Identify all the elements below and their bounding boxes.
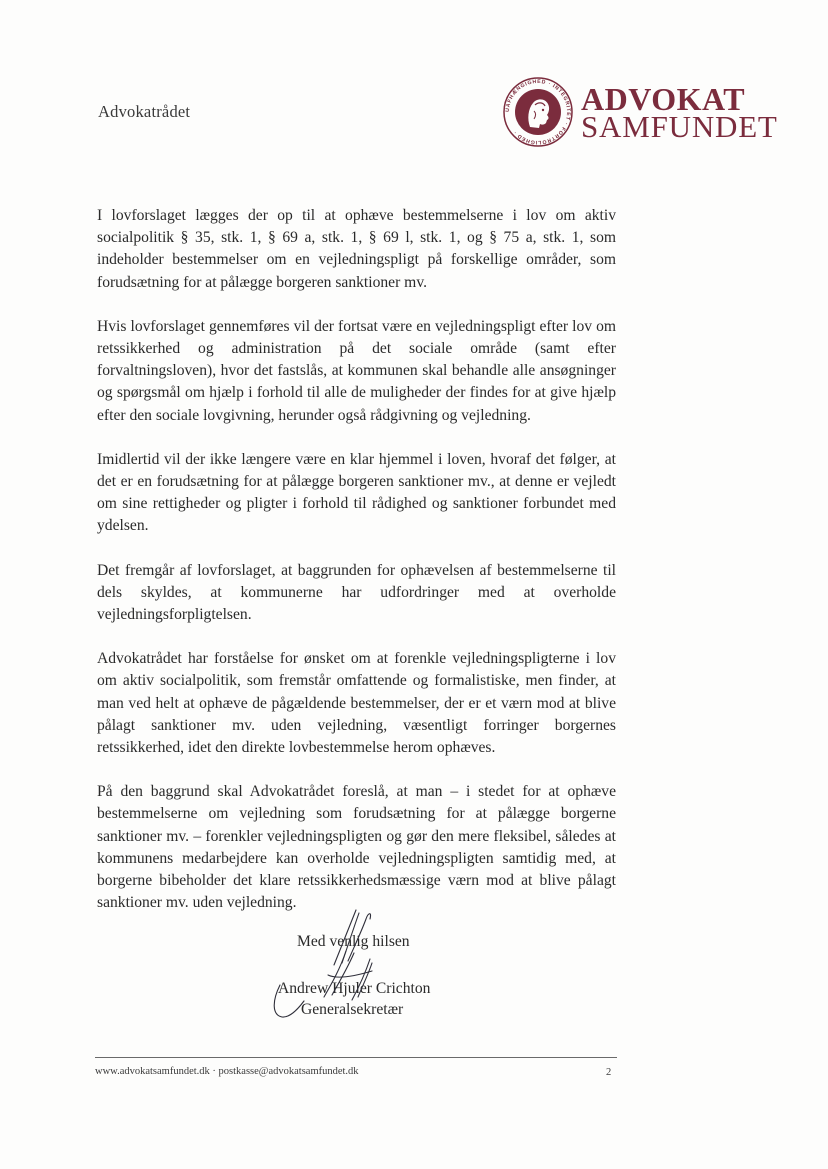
- paragraph: På den baggrund skal Advokatrådet foreslå, at man – i stedet for at ophæve bestemmelserne om vejledning som forudsætning for at pålægge borgerne sanktioner mv. – forenkler vejledningspligten og gør den mere fleksibel, således at kommunens medarbejdere kan overholde vejledningspligten samtidig med, at borgerne bibeholder det klare retssikkerhedsmæssige værn mod at blive pålagt sanktioner mv. uden vejledning.: [97, 783, 616, 912]
- letter-body: [97, 205, 616, 936]
- header-organization: Advokatrådet: [98, 102, 191, 121]
- paragraph: Det fremgår af lovforslaget, at baggrunden for ophævelsen af bestemmelserne til dels skyldes, at kommunerne har udfordringer med at overholde vejledningsforpligtelsen.: [97, 561, 616, 624]
- signatory-name: Andrew Hjuler Crichton: [278, 980, 431, 997]
- page-number: 2: [606, 1067, 612, 1078]
- paragraph: Imidlertid vil der ikke længere være en klar hjemmel i loven, hvoraf det følger, at det er en forudsætning for at pålægge borgeren sanktioner mv., at denne er vejledt om sine rettigheder og pligter i forhold til rådighed og sanktioner forbundet med ydelsen.: [97, 450, 616, 535]
- paragraph: Advokatrådet har forståelse for ønsket om at forenkle vejledningspligterne i lov om aktiv socialpolitik, som fremstår omfattende og formalistiske, men finder, at man ved helt at ophæve de pågældende bestemmelser, der er et værn mod at blive pålagt sanktioner mv. uden vejledning, væsentligt forringer borgernes retssikkerhed, idet den direkte lovbestemmelse herom ophæves.: [97, 650, 616, 757]
- paragraph: Hvis lovforslaget gennemføres vil der fortsat være en vejledningspligt efter lov om retssikkerhed og administration på det sociale område (samt efter forvaltningsloven), hvor det fastslås, at kommunen skal behandle alle ansøgninger og spørgsmål om hjælp i forhold til alle de muligheder der findes for at give hjælp efter den sociale lovgivning, herunder også rådgivning og vejledning.: [97, 317, 616, 424]
- seal-icon: [500, 75, 580, 150]
- advokatsamfundet-logo: [500, 75, 778, 150]
- signatory-title: Generalsekretær: [301, 1001, 404, 1018]
- closing-greeting: Med venlig hilsen: [297, 933, 410, 950]
- logo-line-1: ADVOKAT: [581, 81, 746, 117]
- footer-divider: [95, 1057, 617, 1058]
- logo-line-2: SAMFUNDET: [581, 109, 778, 144]
- footer-contact: www.advokatsamfundet.dk · postkasse@advokatsamfundet.dk: [95, 1066, 359, 1077]
- paragraph: I lovforslaget lægges der op til at ophæve bestemmelserne i lov om aktiv socialpolitik § 35, stk. 1, § 69 a, stk. 1, § 69 l, stk. 1, og § 75 a, stk. 1, som indeholder bestemmelser om en vejledningspligt på forskellige områder, som forudsætning for at pålægge borgeren sanktioner mv.: [97, 207, 616, 291]
- seal-text: UAFHÆNGIGHED · INTEGRITET · FORTROLIGHED ·: [504, 78, 572, 146]
